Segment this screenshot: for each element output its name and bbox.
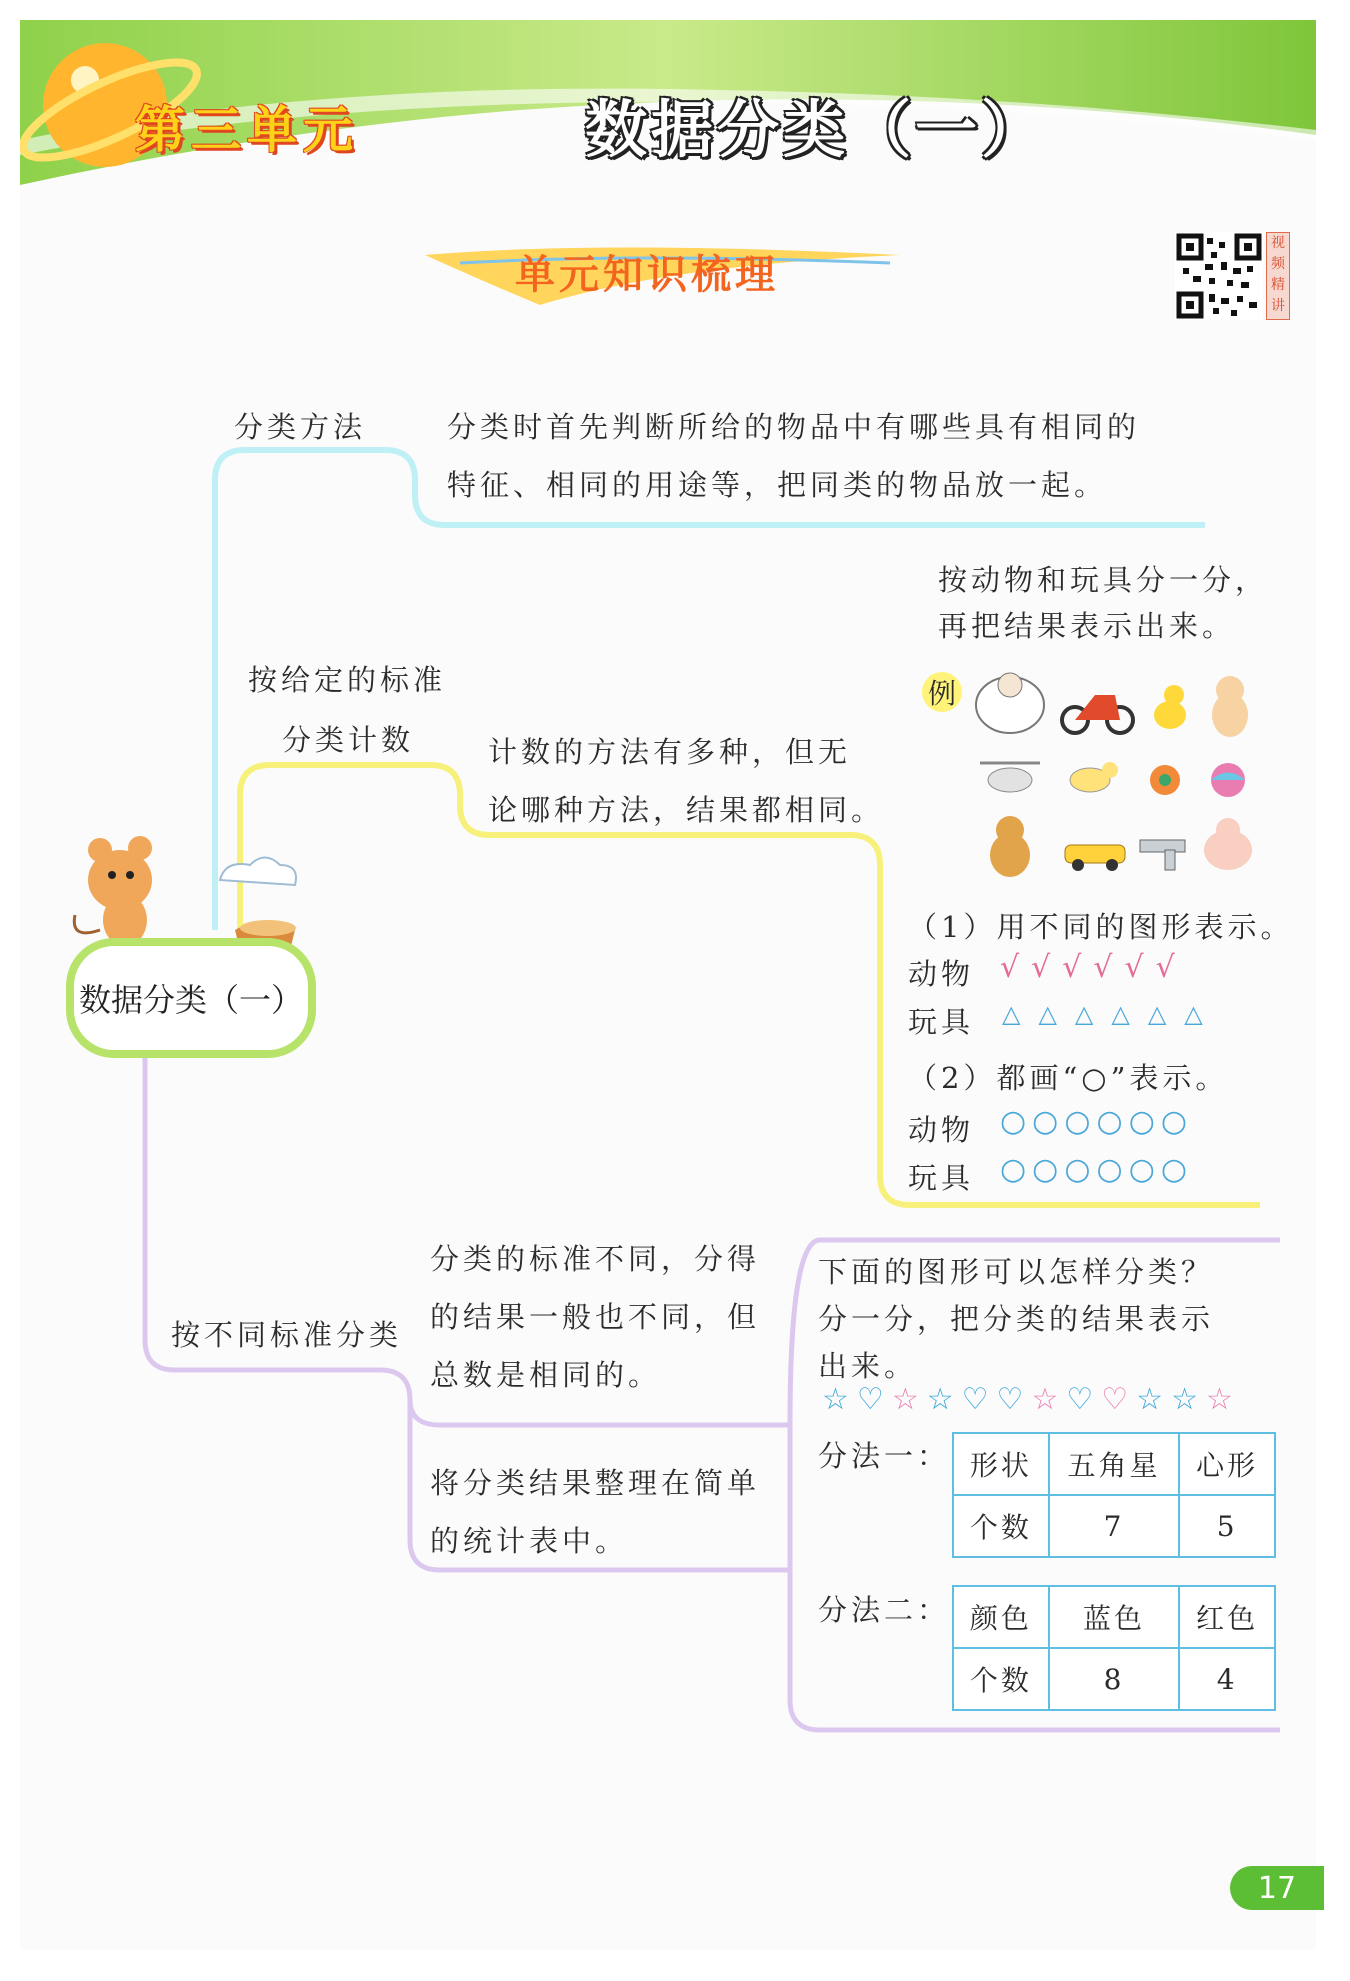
table-cell: 五角星 <box>1049 1433 1180 1495</box>
animal-check-marks: √√√√√√ <box>1000 950 1187 985</box>
branch3-text1-line2: 的结果一般也不同，但 <box>430 1300 761 1334</box>
mouse-illustration <box>60 820 340 950</box>
example-method1: （1）用不同的图形表示。 <box>908 910 1294 944</box>
star-icon: ☆ <box>822 1382 849 1417</box>
table-shape-count <box>952 1432 1276 1558</box>
spinning-top-picture <box>1150 765 1180 795</box>
page-title: 数据分类（一） <box>585 93 1048 166</box>
toy-car-picture <box>1065 845 1125 871</box>
branch2-text-line1: 计数的方法有多种，但无 <box>488 735 852 769</box>
example-prompt-line1: 按动物和玩具分一分， <box>938 563 1269 597</box>
motorcycle-picture <box>1062 695 1133 733</box>
table-cell: 5 <box>1179 1495 1275 1557</box>
table-cell: 蓝色 <box>1049 1586 1180 1648</box>
branch1-text-line2: 特征、相同的用途等，把同类的物品放一起。 <box>447 468 1108 502</box>
method1-label: 分法一： <box>818 1439 951 1473</box>
animal-circle-marks: ○○○○○○ <box>1000 1104 1194 1139</box>
table-cell: 4 <box>1179 1648 1275 1710</box>
sheep-picture <box>976 673 1044 733</box>
example-picture-grid <box>970 665 1270 895</box>
piglet-picture <box>1204 818 1252 870</box>
row-label-animal-2: 动物 <box>908 1113 975 1147</box>
toy-gun-picture <box>1140 840 1185 870</box>
star-icon: ☆ <box>1136 1382 1164 1417</box>
puppy-picture <box>990 816 1030 877</box>
table-cell: 7 <box>1049 1495 1180 1557</box>
star-icon: ☆ <box>1031 1382 1059 1417</box>
method2-label: 分法二： <box>818 1593 951 1627</box>
toy-circle-marks: ○○○○○○ <box>1000 1152 1194 1187</box>
heart-icon: ♡ <box>996 1382 1024 1417</box>
star-icon: ☆ <box>1171 1382 1198 1417</box>
root-node: 数据分类（一） <box>66 938 316 1058</box>
table-cell: 形状 <box>953 1433 1049 1495</box>
example-tag: 例 <box>922 672 962 712</box>
table-cell: 个数 <box>953 1495 1049 1557</box>
row-label-toy-2: 玩具 <box>908 1161 975 1195</box>
star-icon: ☆ <box>891 1382 919 1417</box>
branch2-text-line2: 论哪种方法，结果都相同。 <box>488 793 885 827</box>
helicopter-picture <box>980 763 1040 792</box>
branch3-text2-line1: 将分类结果整理在简单 <box>430 1466 761 1500</box>
branch3-text2-line2: 的统计表中。 <box>430 1524 629 1558</box>
row-label-toy: 玩具 <box>908 1005 975 1039</box>
table-cell: 颜色 <box>953 1586 1049 1648</box>
table-row <box>953 1433 1275 1495</box>
table-cell: 心形 <box>1179 1433 1275 1495</box>
table-row <box>953 1648 1275 1710</box>
table-row <box>953 1586 1275 1648</box>
bird-picture <box>1070 762 1118 792</box>
qr-label: 视频精讲 <box>1266 232 1290 320</box>
kitten-picture <box>1212 676 1248 737</box>
branch1-text-line1: 分类时首先判断所给的物品中有哪些具有相同的 <box>447 410 1141 444</box>
table-color-count <box>952 1585 1276 1711</box>
branch-label-given-standard-line2: 分类计数 <box>282 723 415 757</box>
question-line1: 下面的图形可以怎样分类？ <box>818 1255 1215 1289</box>
branch-label-different-standards: 按不同标准分类 <box>171 1318 403 1352</box>
heart-icon: ♡ <box>1101 1382 1129 1417</box>
page-number: 17 <box>1230 1866 1324 1910</box>
branch-label-classification-method: 分类方法 <box>234 410 367 444</box>
branch3-text1-line3: 总数是相同的。 <box>430 1358 662 1392</box>
question-line2: 分一分，把分类的结果表示 <box>818 1302 1215 1336</box>
ball-picture <box>1211 763 1245 797</box>
shape-row <box>822 1382 1241 1417</box>
section-title: 单元知识梳理 <box>515 252 779 298</box>
table-row <box>953 1495 1275 1557</box>
toy-triangle-marks: △△△△△△ <box>1002 1000 1221 1028</box>
question-line3: 出来。 <box>818 1349 918 1383</box>
table-cell: 个数 <box>953 1648 1049 1710</box>
table-cell: 8 <box>1049 1648 1180 1710</box>
star-icon: ☆ <box>926 1382 954 1417</box>
heart-icon: ♡ <box>961 1382 989 1417</box>
heart-icon: ♡ <box>1066 1382 1094 1417</box>
branch3-text1-line1: 分类的标准不同，分得 <box>430 1242 761 1276</box>
heart-icon: ♡ <box>856 1382 884 1417</box>
row-label-animal: 动物 <box>908 957 975 991</box>
duckling-picture <box>1154 685 1186 729</box>
star-icon: ☆ <box>1205 1382 1233 1417</box>
unit-title: 第三单元 <box>135 101 359 159</box>
example-method2: （2）都画“○”表示。 <box>908 1061 1229 1095</box>
branch-label-given-standard-line1: 按给定的标准 <box>248 663 447 697</box>
table-cell: 红色 <box>1179 1586 1275 1648</box>
example-prompt-line2: 再把结果表示出来。 <box>938 609 1236 643</box>
